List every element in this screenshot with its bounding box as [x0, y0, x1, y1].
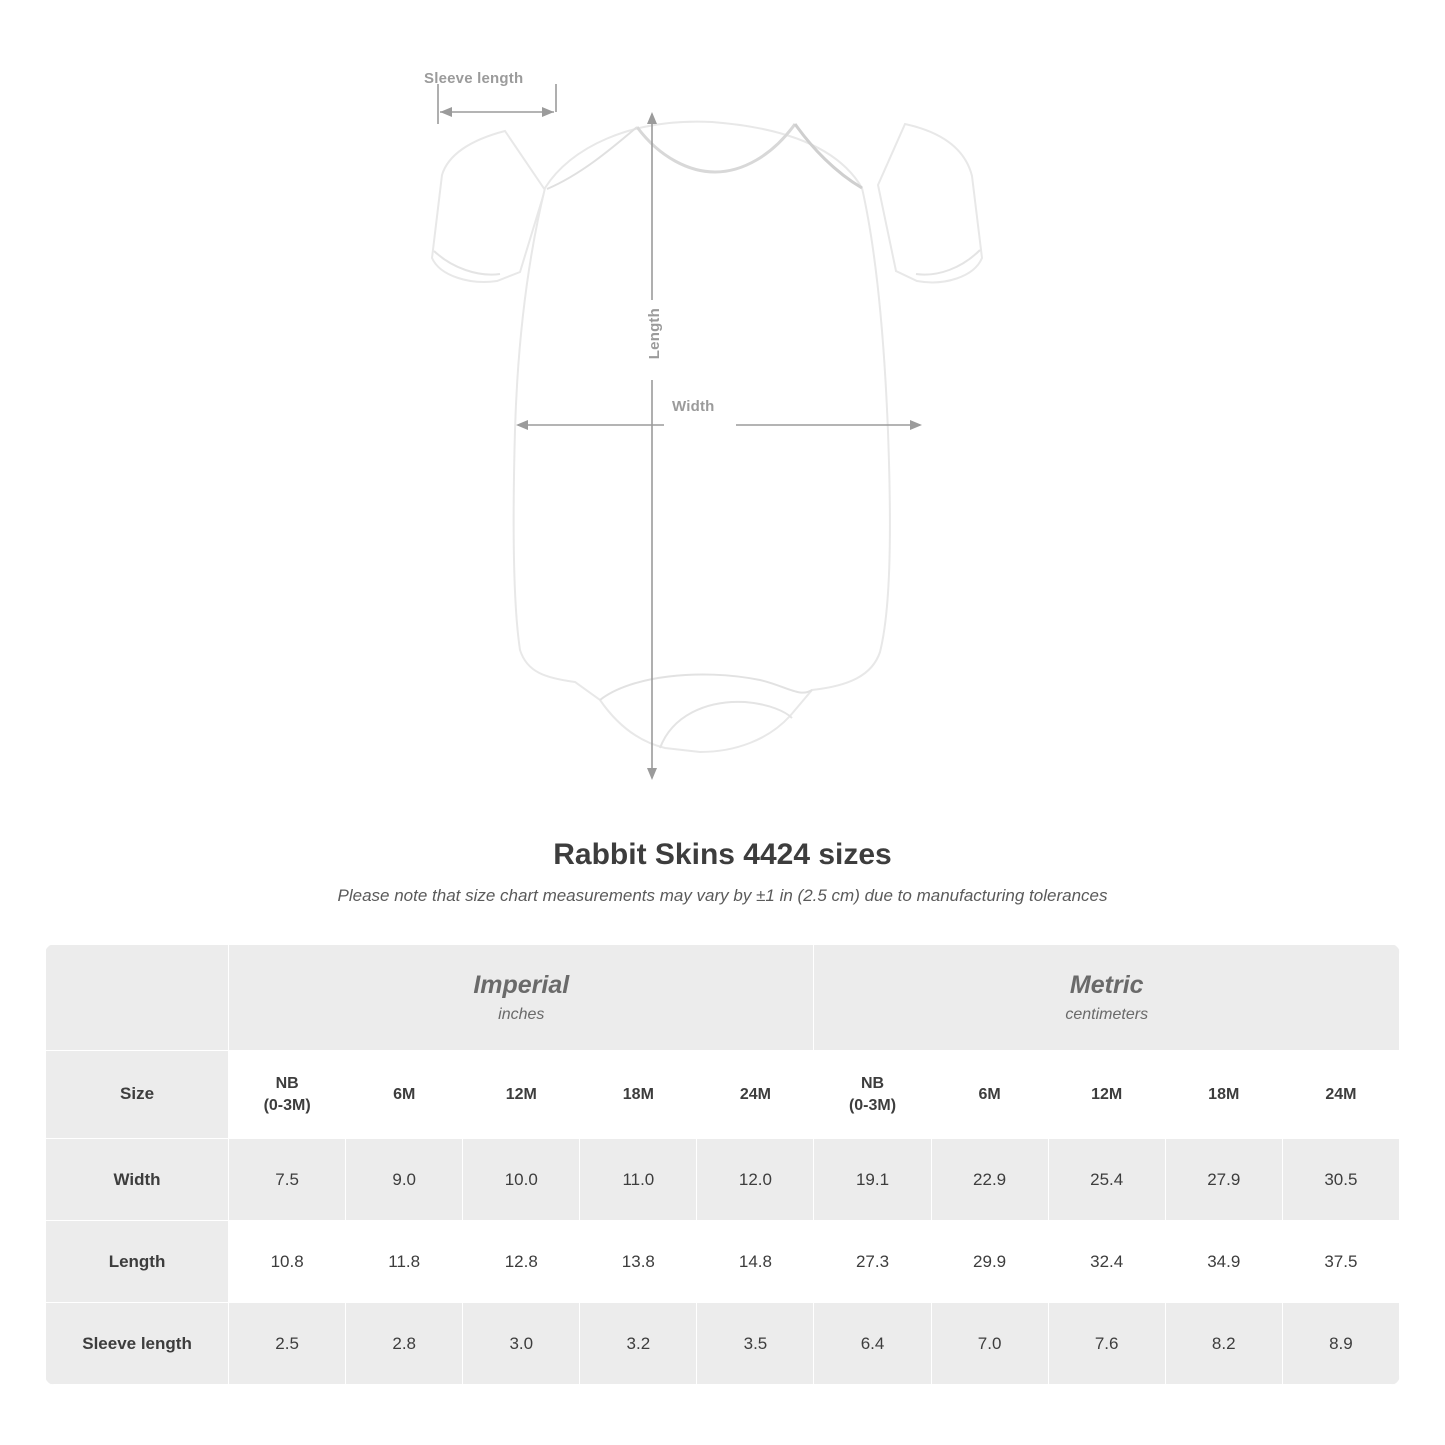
cell-sleeve-nb-cm: 6.4: [814, 1303, 931, 1385]
row-header-length: Length: [46, 1221, 229, 1303]
column-header-12m-imperial: 12M: [463, 1051, 580, 1139]
width-label: Width: [672, 398, 715, 415]
title-block: [0, 838, 1445, 906]
column-header-18m-imperial: 18M: [580, 1051, 697, 1139]
table-row: [46, 1139, 1400, 1221]
cell-length-24m-in: 14.8: [697, 1221, 814, 1303]
column-header-sub: (0-3M): [848, 1096, 897, 1114]
cell-width-24m-cm: 30.5: [1282, 1139, 1399, 1221]
unit-group-imperial: [229, 945, 814, 1051]
cell-sleeve-12m-cm: 7.6: [1048, 1303, 1165, 1385]
column-header-6m-metric: 6M: [931, 1051, 1048, 1139]
column-header-24m-imperial: 24M: [697, 1051, 814, 1139]
cell-width-18m-in: 11.0: [580, 1139, 697, 1221]
measurement-note: Please note that size chart measurements may vary by ±1 in (2.5 cm) due to manufacturing tolerances: [337, 886, 1108, 905]
cell-width-24m-in: 12.0: [697, 1139, 814, 1221]
cell-width-nb-cm: 19.1: [814, 1139, 931, 1221]
row-header-width: Width: [46, 1139, 229, 1221]
unit-group-metric: [814, 945, 1400, 1051]
cell-length-6m-cm: 29.9: [931, 1221, 1048, 1303]
length-label: Length: [646, 308, 663, 360]
column-header-label: NB: [860, 1074, 885, 1092]
cell-sleeve-24m-in: 3.5: [697, 1303, 814, 1385]
cell-width-12m-in: 10.0: [463, 1139, 580, 1221]
column-header-nb-imperial: [229, 1051, 346, 1139]
column-header-6m-imperial: 6M: [346, 1051, 463, 1139]
cell-sleeve-18m-cm: 8.2: [1165, 1303, 1282, 1385]
column-header-sub: (0-3M): [263, 1096, 311, 1114]
table-corner: [46, 945, 229, 1051]
page-title: Rabbit Skins 4424 sizes: [553, 838, 892, 871]
cell-length-12m-in: 12.8: [463, 1221, 580, 1303]
cell-length-12m-cm: 32.4: [1048, 1221, 1165, 1303]
table-row: [46, 1303, 1400, 1385]
cell-length-nb-cm: 27.3: [814, 1221, 931, 1303]
column-header-18m-metric: 18M: [1165, 1051, 1282, 1139]
cell-sleeve-24m-cm: 8.9: [1282, 1303, 1399, 1385]
cell-sleeve-6m-in: 2.8: [346, 1303, 463, 1385]
unit-group-imperial-name: Imperial: [473, 970, 570, 999]
sleeve-length-label: Sleeve length: [424, 70, 524, 87]
cell-length-6m-in: 11.8: [346, 1221, 463, 1303]
unit-group-imperial-sub: inches: [498, 1005, 545, 1023]
size-table-wrapper: [45, 944, 1400, 1385]
cell-width-6m-cm: 22.9: [931, 1139, 1048, 1221]
unit-group-row: [46, 945, 1400, 1051]
cell-length-24m-cm: 37.5: [1282, 1221, 1399, 1303]
cell-sleeve-nb-in: 2.5: [229, 1303, 346, 1385]
cell-sleeve-18m-in: 3.2: [580, 1303, 697, 1385]
size-chart-table: [45, 944, 1400, 1385]
cell-length-18m-in: 13.8: [580, 1221, 697, 1303]
row-header-title: Size: [46, 1051, 229, 1139]
column-header-label: NB: [275, 1074, 299, 1092]
column-header-24m-metric: 24M: [1282, 1051, 1399, 1139]
cell-length-18m-cm: 34.9: [1165, 1221, 1282, 1303]
cell-sleeve-12m-in: 3.0: [463, 1303, 580, 1385]
row-header-sleeve-length: Sleeve length: [46, 1303, 229, 1385]
unit-group-metric-sub: centimeters: [1065, 1005, 1149, 1023]
cell-width-12m-cm: 25.4: [1048, 1139, 1165, 1221]
column-header-row: [46, 1051, 1400, 1139]
column-header-12m-metric: 12M: [1048, 1051, 1165, 1139]
cell-width-18m-cm: 27.9: [1165, 1139, 1282, 1221]
cell-width-nb-in: 7.5: [229, 1139, 346, 1221]
column-header-nb-metric: [814, 1051, 931, 1139]
cell-width-6m-in: 9.0: [346, 1139, 463, 1221]
table-row: [46, 1221, 1400, 1303]
cell-length-nb-in: 10.8: [229, 1221, 346, 1303]
unit-group-metric-name: Metric: [1069, 970, 1144, 999]
cell-sleeve-6m-cm: 7.0: [931, 1303, 1048, 1385]
